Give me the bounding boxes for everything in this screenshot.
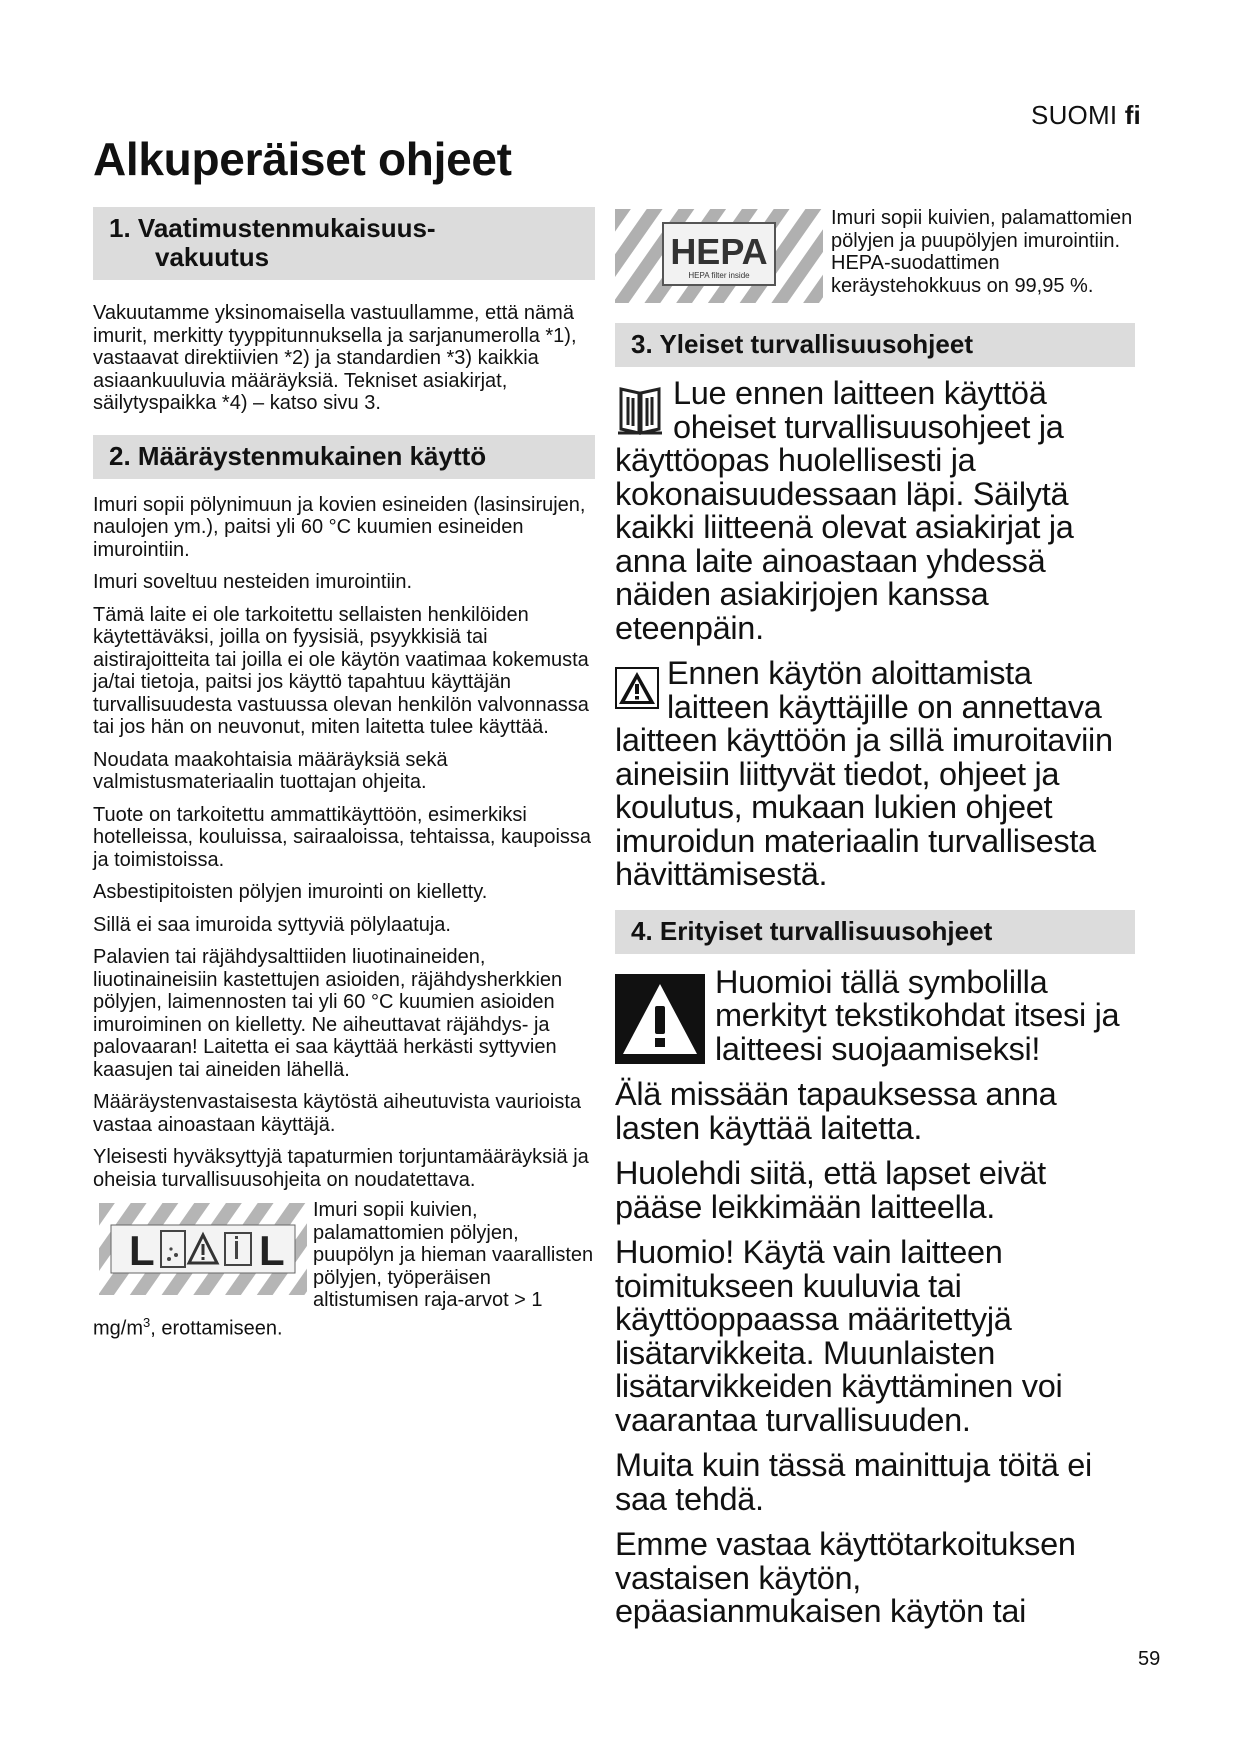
training-warning-block: [615, 657, 1135, 892]
dust-class-letter: L: [259, 1227, 285, 1274]
section-number: 1.: [109, 213, 131, 243]
section-heading-special-safety: 4. Erityiset turvallisuusohjeet: [615, 910, 1135, 954]
section-heading-intended-use: 2. Määräystenmukainen käyttö: [93, 435, 595, 479]
paragraph: Imuri sopii pölynimuun ja kovien esineiden (lasinsirujen, naulojen ym.), paitsi yli 60 °C kuumien esineiden imurointiin.: [93, 493, 586, 561]
paragraph: Yleisesti hyväksyttyjä tapaturmien torjuntamääräyksiä ja oheisia turvallisuusohjeita on noudatettava.: [93, 1146, 589, 1191]
dust-class-tail: , erottamiseen.: [150, 1317, 283, 1340]
language-label: SUOMI: [1031, 100, 1118, 130]
hepa-logo-text: HEPA: [670, 231, 768, 272]
dust-class-block: [93, 1199, 595, 1350]
paragraph: Älä missään tapauksessa anna lasten käyttää laitetta.: [615, 1076, 1057, 1146]
paragraph: Huomio! Käytä vain laitteen toimitukseen kuuluvia tai käyttöoppaassa määritettyjä lisätarvikkeita. Muunlaisten lisätarvikkeiden käyttäminen voi vaarantaa turvallisuuden.: [615, 1234, 1063, 1438]
hepa-block: [615, 207, 1135, 307]
section-title-line1: Vaatimustenmukaisuus-: [137, 213, 436, 243]
right-column: [615, 207, 1135, 1641]
dust-class-letter: L: [129, 1227, 155, 1274]
page-number: 59: [1138, 1648, 1161, 1670]
dust-class-l-icon: [99, 1203, 307, 1295]
section-heading-conformity: [93, 207, 595, 280]
conformity-text: Vakuutamme yksinomaisella vastuullamme, että nämä imurit, merkitty tyyppitunnuksella ja sarjanumerolla *1), vastaavat direktiivien *2) ja standardien *3) kaikkia asiaankuuluvia määräyksiä. Tekniset asiakirjat, säilytyspaikka *4) – katso sivu 3.: [93, 302, 577, 414]
section-heading-general-safety: 3. Yleiset turvallisuusohjeet: [615, 323, 1135, 367]
manual-book-icon: [617, 383, 663, 435]
symbol-note-block: [615, 963, 1135, 1067]
symbol-note-text: Huomioi tällä symbolilla merkityt tekstikohdat itsesi ja laitteesi suojaamiseksi!: [715, 963, 1120, 1067]
paragraph: Sillä ei saa imuroida syttyviä pölylaatuja.: [93, 913, 451, 936]
dust-class-sup: 3: [143, 1314, 151, 1330]
hepa-logo-sub: HEPA filter inside: [688, 271, 750, 280]
read-manual-text: Lue ennen laitteen käyttöä oheiset turvallisuusohjeet ja käyttöopas huolellisesti ja kokonaisuudessaan läpi. Säilytä kaikki liitteenä olevat asiakirjat ja anna laite ainoastaan yhdessä näiden asiakirjojen kanssa eteenpäin.: [615, 375, 1074, 646]
paragraph: Asbestipitoisten pölyjen imurointi on kielletty.: [93, 881, 488, 903]
paragraph: Palavien tai räjähdysalttiiden liuotinaineiden, liuotinaineisiin kastettujen asioiden, räjähdysherkkien pölyjen, laimennosten tai yli 60 °C kuumien asioiden imuroiminen on kielletty. Ne aiheuttavat räjähdys- ja palovaaran! Laitetta ei saa käyttää herkästi syttyvien kaasujen tai aineiden lähellä.: [93, 946, 563, 1081]
left-column: [93, 207, 595, 1350]
language-indicator: [1031, 100, 1141, 131]
paragraph: Tuote on tarkoitettu ammattikäyttöön, esimerkiksi hotelleissa, kouluissa, sairaaloissa, tehtaissa, kaupoissa ja toimistoissa.: [93, 803, 592, 871]
paragraph: Imuri soveltuu nesteiden imurointiin.: [93, 571, 413, 593]
page-title: Alkuperäiset ohjeet: [93, 133, 512, 185]
hepa-text: Imuri sopii kuivien, palamattomien pölyjen ja puupölyjen imurointiin. HEPA-suodattimen keräystehokkuus on 99,95 %.: [831, 207, 1133, 297]
warning-icon: [615, 667, 659, 709]
paragraph: Määräystenvastaisesta käytöstä aiheutuvista vaurioista vastaa ainoastaan käyttäjä.: [93, 1091, 582, 1136]
read-manual-block: [615, 377, 1135, 645]
paragraph: Tämä laite ei ole tarkoitettu sellaisten henkilöiden käytettäväksi, joilla on fyysisiä, psyykkisiä tai aistirajoitteita tai joilla ei ole käytön vaatimaa kokemusta ja/tai tietoja, paitsi jos käyttö tapahtuu käyttäjän turvallisuudesta vastuussa olevan henkilön valvonnassa tai jos hän on neuvonut, miten laitetta tulee käyttää.: [93, 603, 589, 738]
language-code: fi: [1124, 100, 1141, 130]
dust-class-body: Imuri sopii kuivien, palamattomien pölyjen, puupölyn ja hieman vaarallisten pölyjen, työperäisen altistumisen raja-arvot > 1 mg/m: [93, 1199, 594, 1340]
hepa-filter-icon: [615, 209, 823, 303]
paragraph: Muita kuin tässä mainittuja töitä ei saa tehdä.: [615, 1447, 1092, 1517]
warning-triangle-icon: [615, 974, 705, 1064]
paragraph: Emme vastaa käyttötarkoituksen vastaisen käytön, epäasianmukaisen käytön tai: [615, 1526, 1076, 1629]
training-warning-text: Ennen käytön aloittamista laitteen käyttäjille on annettava laitteen käyttöön ja sillä imuroitaviin aineisiin liittyvät tiedot, ohjeet ja koulutus, mukaan lukien ohjeet imuroidun materiaalin turvallisesta hävittämisestä.: [615, 655, 1113, 892]
section-title-line2: vakuutus: [155, 242, 270, 272]
paragraph: Huolehdi siitä, että lapset eivät pääse leikkimään laitteella.: [615, 1155, 1046, 1225]
paragraph: Noudata maakohtaisia määräyksiä sekä valmistusmateriaalin tuottajan ohjeita.: [93, 748, 448, 793]
